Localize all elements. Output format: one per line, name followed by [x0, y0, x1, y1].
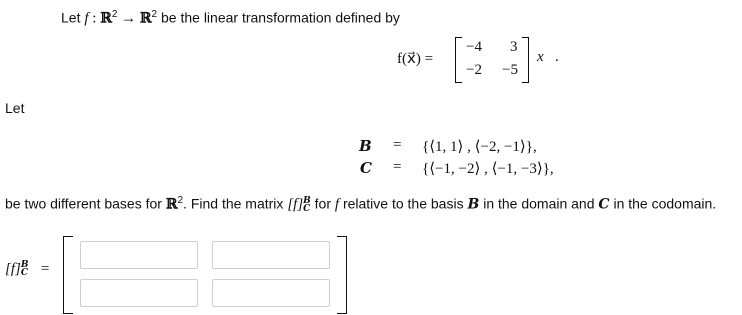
intro-f: f: [84, 10, 89, 27]
intro-R1: ℝ: [100, 10, 112, 27]
question-B: B: [467, 196, 480, 213]
basis-c-eq: =: [393, 159, 402, 175]
intro-suffix: be the linear transformation defined by: [157, 9, 400, 26]
intro-prefix: Let: [61, 9, 81, 26]
answer-bracket-left: [63, 236, 73, 314]
question-R: ℝ: [165, 196, 178, 213]
basis-c-value: {⟨−1, −2⟩ , ⟨−1, −3⟩},: [422, 161, 554, 177]
question-fvar: f: [334, 196, 340, 213]
basis-b-value: {⟨1, 1⟩ , ⟨−2, −1⟩},: [422, 139, 537, 155]
answer-label-sub: C: [20, 267, 29, 278]
intro-R2: ℝ: [139, 10, 152, 27]
question-line: [5, 195, 716, 214]
question-part2: . Find the matrix: [183, 195, 288, 212]
intro-sq2: 2: [151, 9, 158, 20]
answer-cell-21[interactable]: [80, 279, 198, 307]
answer-label: [5, 260, 49, 278]
let-label: Let: [5, 100, 25, 116]
question-sq: 2: [177, 195, 184, 206]
question-part5: in the domain and: [479, 195, 599, 212]
question-C: C: [598, 196, 610, 213]
question-part4: relative to the basis: [339, 195, 468, 212]
basis-c-name: C: [360, 159, 372, 177]
definition-cell-22: −5: [502, 62, 518, 78]
definition-rhs: x⃗.: [537, 49, 560, 65]
question-sub: C: [303, 203, 311, 214]
basis-b-eq: =: [393, 137, 402, 153]
definition-cell-11: −4: [466, 39, 482, 55]
intro-arrow: →: [117, 10, 140, 27]
definition-lhs: f(x⃗) =: [397, 51, 434, 67]
definition-bracket-right: [522, 37, 529, 83]
answer-label-f: [f]: [5, 261, 21, 277]
answer-label-eq: =: [40, 261, 50, 277]
definition-bracket-left: [455, 37, 462, 83]
answer-label-sup: B: [20, 259, 29, 270]
basis-b-name: B: [359, 137, 372, 155]
answer-cell-12[interactable]: [212, 241, 330, 269]
question-part1: be two different bases for: [5, 195, 166, 212]
question-supsub: [303, 197, 311, 213]
question-sup: B: [303, 195, 311, 206]
question-part6: in the codomain.: [609, 195, 717, 212]
intro-line: [61, 9, 400, 28]
intro-sq1: 2: [111, 9, 118, 20]
question-part3: for: [310, 195, 335, 212]
answer-cell-11[interactable]: [80, 241, 198, 269]
answer-bracket-right: [337, 236, 347, 314]
definition-cell-21: −2: [466, 62, 482, 78]
intro-colon: :: [88, 10, 101, 27]
answer-cell-22[interactable]: [212, 279, 330, 307]
question-f: [f]: [287, 196, 304, 213]
definition-cell-12: 3: [510, 39, 518, 55]
answer-label-supsub: [21, 261, 29, 277]
